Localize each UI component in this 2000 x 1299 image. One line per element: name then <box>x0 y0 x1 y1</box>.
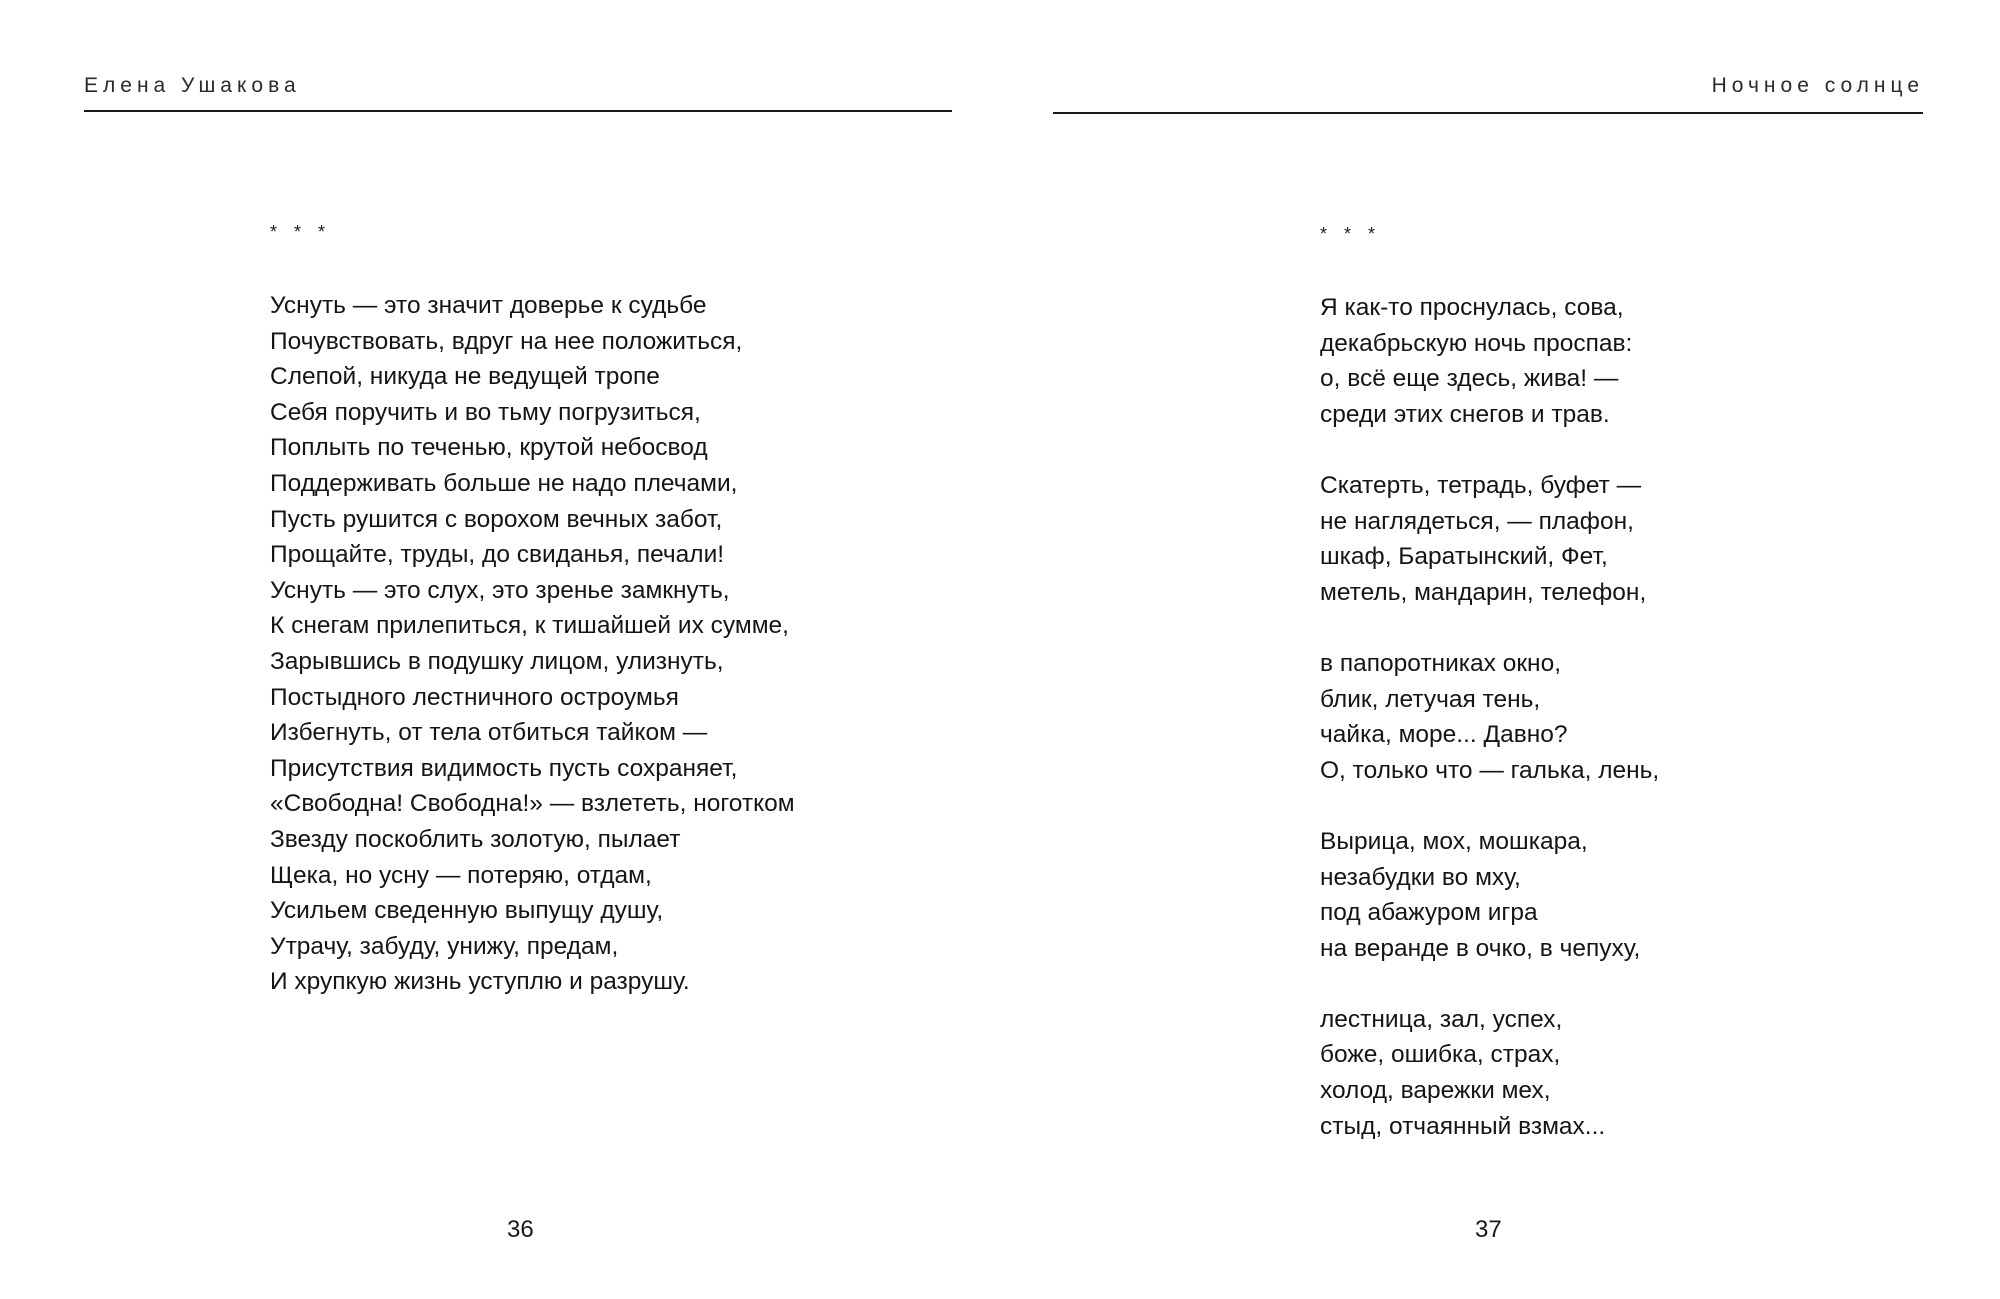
poem-line: не наглядеться, — плафон, <box>1320 507 1634 535</box>
poem-line: метель, мандарин, телефон, <box>1320 578 1647 606</box>
poem-line: Слепой, никуда не ведущей тропе <box>270 363 660 391</box>
poem-line: шкаф, Баратынский, Фет, <box>1320 543 1608 571</box>
running-head-author: Елена Ушакова <box>84 74 301 97</box>
header-rule <box>1053 112 1923 114</box>
poem-line: Вырица, мох, мошкара, <box>1320 827 1588 855</box>
poem-line: Скатерть, тетрадь, буфет — <box>1320 471 1642 499</box>
poem-line: Я как-то проснулась, сова, <box>1320 294 1624 321</box>
right-page <box>1000 0 2000 1299</box>
page-number: 36 <box>507 1216 534 1243</box>
poem-line: в папоротниках окно, <box>1320 649 1562 677</box>
poem-line: Зарывшись в подушку лицом, улизнуть, <box>270 647 724 675</box>
poem-line: Поплыть по теченью, крутой небосвод <box>270 434 708 462</box>
poem-line: среди этих снегов и трав. <box>1320 400 1610 428</box>
poem-line: Себя поручить и во тьму погрузиться, <box>270 398 701 426</box>
poem-line: Щека, но усну — потеряю, отдам, <box>270 861 652 889</box>
poem-line: холод, варежки мех, <box>1320 1077 1551 1105</box>
poem-stanza <box>1320 468 1880 610</box>
poem-text <box>1320 290 1880 1144</box>
poem-line: Прощайте, труды, до свиданья, печали! <box>270 541 725 569</box>
poem-line: блик, летучая тень, <box>1320 685 1541 713</box>
poem-line: незабудки во мху, <box>1320 863 1521 891</box>
poem-line: Утрачу, забуду, унижу, предам, <box>270 932 619 960</box>
poem-line: под абажуром игра <box>1320 899 1538 927</box>
section-asterisks: * * * <box>1320 224 1382 244</box>
poem-line: Уснуть — это слух, это зренье замкнуть, <box>270 576 730 604</box>
poem-line: И хрупкую жизнь уступлю и разрушу. <box>270 968 690 996</box>
poem-line: Уснуть — это значит доверье к судьбе <box>270 292 707 319</box>
poem-stanza <box>1320 1002 1880 1144</box>
poem-line: Усильем сведенную выпущу душу, <box>270 897 664 925</box>
poem-line: на веранде в очко, в чепуху, <box>1320 934 1641 962</box>
header-rule <box>84 110 952 112</box>
poem-line: Присутствия видимость пусть сохраняет, <box>270 754 738 782</box>
poem-line: О, только что — галька, лень, <box>1320 756 1660 784</box>
poem-line: декабрьскую ночь проспав: <box>1320 329 1633 357</box>
poem-line: Почувствовать, вдруг на нее положиться, <box>270 327 743 355</box>
poem-line: Поддерживать больше не надо плечами, <box>270 469 738 497</box>
poem-line: о, всё еще здесь, жива! — <box>1320 365 1619 393</box>
page-number: 37 <box>1475 1216 1502 1243</box>
poem-line: боже, ошибка, страх, <box>1320 1041 1561 1069</box>
running-head-title: Ночное солнце <box>1711 74 1924 97</box>
poem-line: чайка, море... Давно? <box>1320 721 1568 749</box>
section-asterisks: * * * <box>270 222 332 242</box>
poem-line: Избегнуть, от тела отбиться тайком — <box>270 719 708 747</box>
poem-line: Постыдного лестничного остроумья <box>270 683 679 711</box>
poem-stanza <box>1320 646 1880 788</box>
poem-stanza <box>1320 290 1880 432</box>
poem-line: Пусть рушится с ворохом вечных забот, <box>270 505 723 533</box>
poem-line: Звезду поскоблить золотую, пылает <box>270 825 681 853</box>
poem-line: стыд, отчаянный взмах... <box>1320 1112 1606 1140</box>
poem-text <box>270 288 870 1000</box>
poem-stanza <box>1320 824 1880 966</box>
poem-line: «Свободна! Свободна!» — взлететь, ноготком <box>270 790 795 818</box>
poem-line: лестница, зал, успех, <box>1320 1005 1563 1033</box>
poem-line: К снегам прилепиться, к тишайшей их сумме, <box>270 612 789 640</box>
